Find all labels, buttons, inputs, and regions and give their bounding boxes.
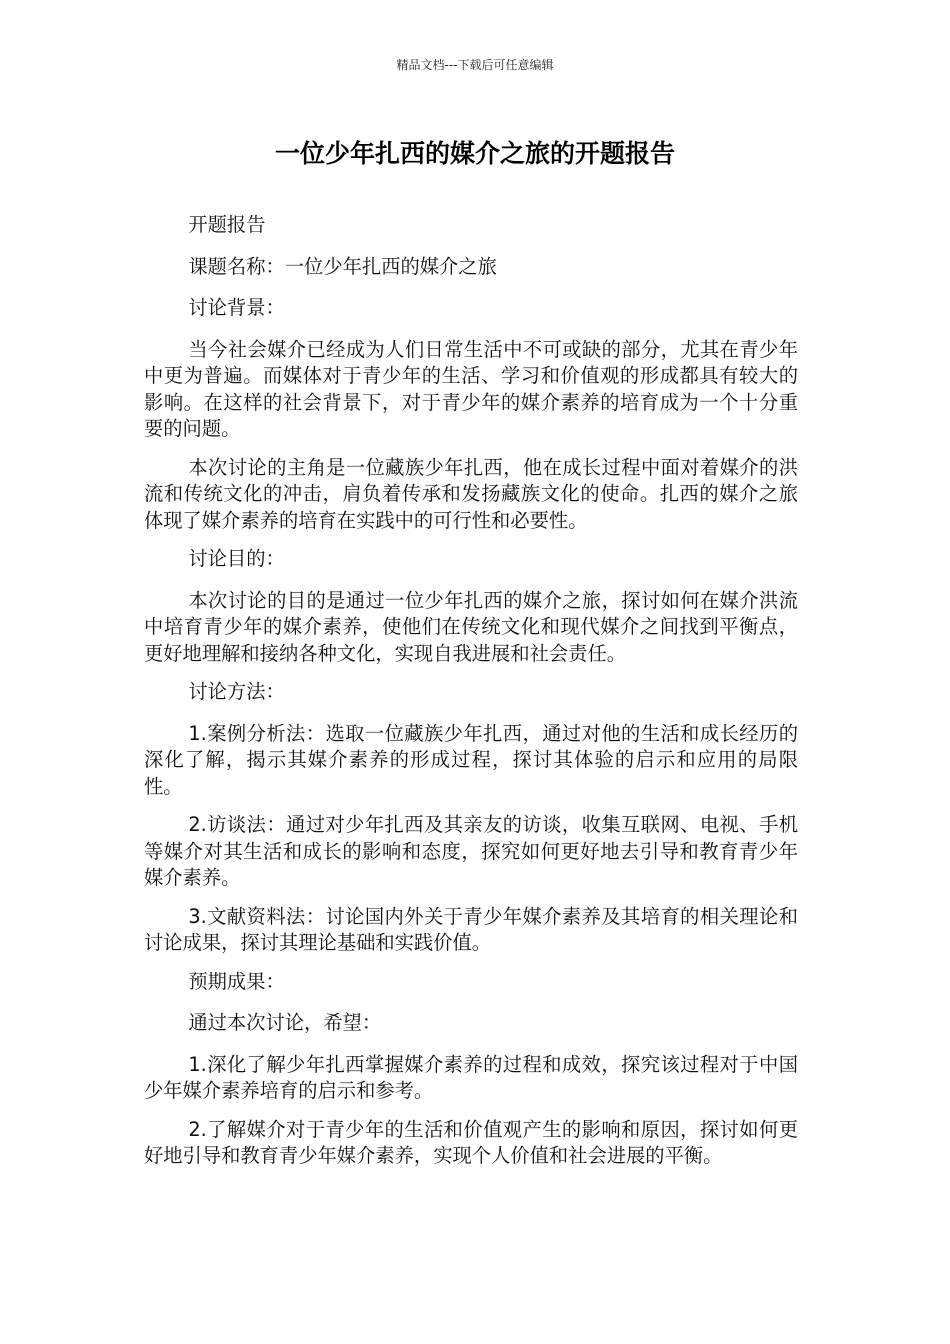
section-label-purpose: 讨论目的： bbox=[188, 547, 285, 570]
purpose-paragraph: 本次讨论的目的是通过一位少年扎西的媒介之旅，探讨如何在媒介洪流中培育青少年的媒介素养，使他们在传统文化和现代媒介之间找到平衡点，更好地理解和接纳各种文化，实现自我进展和社会责任。 bbox=[144, 588, 798, 665]
outcome-item-1: 1.深化了解少年扎西掌握媒介素养的过程和成效，探究该过程对于中国少年媒介素养培育的启示和参考。 bbox=[144, 1052, 798, 1102]
document-body bbox=[144, 212, 798, 1182]
document-title: 一位少年扎西的媒介之旅的开题报告 bbox=[274, 139, 675, 168]
section-label-report: 开题报告 bbox=[188, 213, 266, 236]
header-note: 精品文档---下载后可任意编辑 bbox=[396, 58, 554, 72]
topic-name: 课题名称：一位少年扎西的媒介之旅 bbox=[188, 254, 497, 278]
method-item-3: 3.文献资料法：讨论国内外关于青少年媒介素养及其培育的相关理论和讨论成果，探讨其理论基础和实践价值。 bbox=[144, 904, 798, 954]
section-label-method: 讨论方法： bbox=[188, 680, 285, 703]
section-label-outcome: 预期成果： bbox=[188, 969, 285, 993]
outcome-item-2: 2.了解媒介对于青少年的生活和价值观产生的影响和原因，探讨如何更好地引导和教育青少年媒介素养，实现个人价值和社会进展的平衡。 bbox=[144, 1117, 798, 1167]
background-paragraph-2: 本次讨论的主角是一位藏族少年扎西，他在成长过程中面对着媒介的洪流和传统文化的冲击，肩负着传承和发扬藏族文化的使命。扎西的媒介之旅体现了媒介素养的培育在实践中的可行性和必要性。 bbox=[144, 455, 798, 532]
section-label-background: 讨论背景： bbox=[188, 296, 285, 319]
method-item-2: 2.访谈法：通过对少年扎西及其亲友的访谈，收集互联网、电视、手机等媒介对其生活和成长的影响和态度，探究如何更好地去引导和教育青少年媒介素养。 bbox=[144, 813, 798, 889]
method-item-1: 1.案例分析法：选取一位藏族少年扎西，通过对他的生活和成长经历的深化了解，揭示其媒介素养的形成过程，探讨其体验的启示和应用的局限性。 bbox=[144, 721, 798, 798]
outcome-intro: 通过本次讨论，希望： bbox=[188, 1011, 382, 1034]
background-paragraph-1: 当今社会媒介已经成为人们日常生活中不可或缺的部分，尤其在青少年中更为普遍。而媒体对于青少年的生活、学习和价值观的形成都具有较大的影响。在这样的社会背景下，对于青少年的媒介素养的培育成为一个十分重要的问题。 bbox=[144, 337, 798, 440]
